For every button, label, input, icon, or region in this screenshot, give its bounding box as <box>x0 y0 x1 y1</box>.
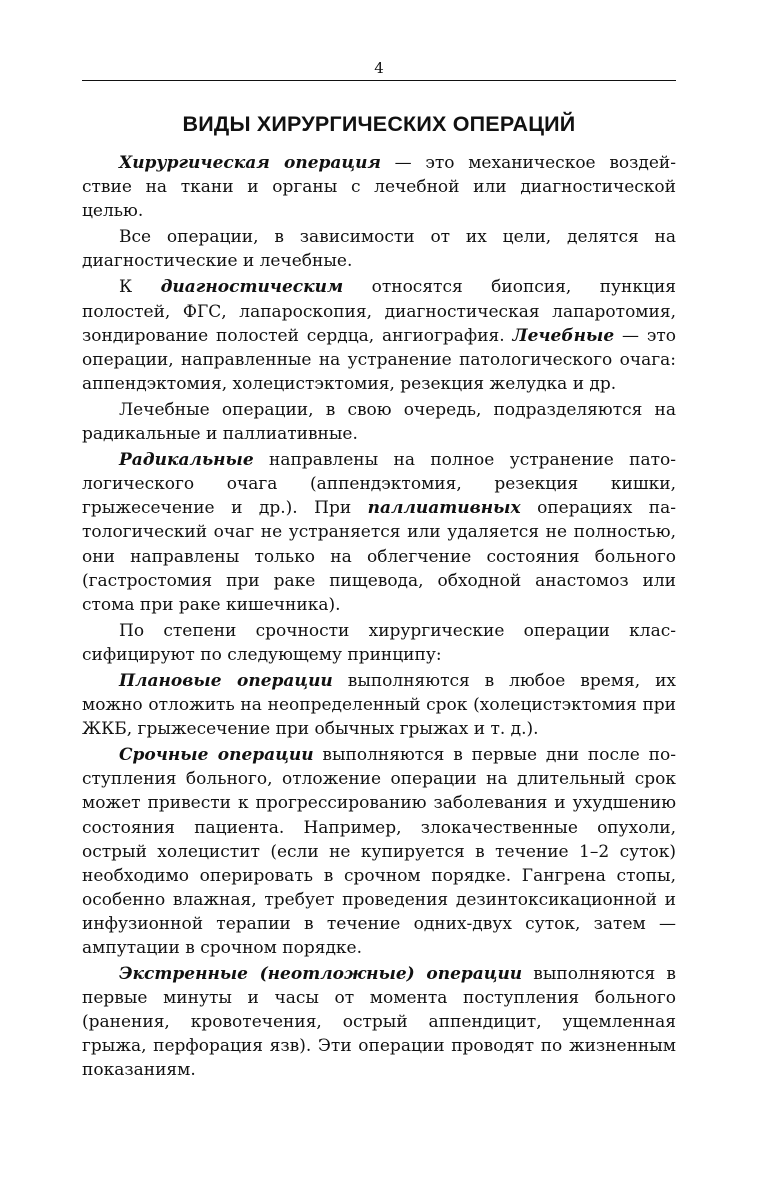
term-diagnostic: диагностическим <box>160 277 344 298</box>
paragraph-text: выполняются в первые дни после поступления больного, отложение операции на длительный срок может привести к прогрессированию заболевания и ухудшению состояния пациента. Например, злокачественные опухоли, острый холецистит (если не купируется в течение 1–2 суток) необходимо оперировать в срочном порядке. Гангрена стопы, особенно влажная, требует проведения дезинтоксикационной и инфузионной терапии в течение одних-двух суток, затем — ампутации в срочном порядке. <box>82 745 676 958</box>
paragraph-text: выполняются в первые минуты и часы от момента поступления больного (ранения, кровотечения, острый аппендицит, ущемленная грыжа, перфорация язв). Эти операции проводят по жизненным показаниям. <box>82 964 676 1081</box>
paragraph-definition <box>82 151 676 223</box>
paragraph-lead: К <box>119 277 161 298</box>
paragraph-text-continued: — это операции, направленные на устранение патологического очага: аппендэктомия, холецистэктомия, резекция желудка и др. <box>82 325 677 394</box>
paragraph-text: направлены на полное устранение патологического очага (аппендэктомия, резекция кишки, грыжесечение и др.). При <box>82 450 676 519</box>
paragraph-text: Лечебные операции, в свою очередь, подразделяются на радикальные и паллиативные. <box>82 399 676 445</box>
term-emergency: Экстренные (неотложные) операции <box>119 964 523 985</box>
paragraph-text: относятся биопсия, пункция полостей, ФГС, лапароскопия, диагностическая лапаротомия, зондирование полостей сердца, ангиография. <box>82 277 676 346</box>
paragraph-emergency <box>82 962 676 1082</box>
paragraph-subdivision <box>82 398 676 446</box>
paragraph-text: По степени срочности хирургические операции классифицируют по следующему принципу: <box>82 620 676 665</box>
term-therapeutic: Лечебные <box>512 325 615 346</box>
paragraph-radical <box>82 448 676 617</box>
paragraph-text-continued: операциях патологический очаг не устраняется или удаляется не полностью, они направлены только на облегчение состояния больного (гастростомия при раке пищевода, обходной анастомоз или стома при раке кишечника). <box>82 498 676 615</box>
paragraph-text: — это механическое воздействие на ткани и органы с лечебной или диагностической целью. <box>82 153 677 222</box>
term-urgent: Срочные операции <box>119 745 314 766</box>
paragraph-diagnostic <box>82 275 676 395</box>
term-surgical-operation: Хирургическая операция <box>119 153 381 173</box>
paragraph-classification <box>82 225 676 273</box>
term-radical: Радикальные <box>119 450 254 471</box>
paragraph-text: Все операции, в зависимости от их цели, делятся на диагностические и лечебные. <box>82 227 676 272</box>
term-planned: Плановые операции <box>119 670 333 691</box>
term-palliative: паллиативных <box>367 498 521 519</box>
document-page <box>82 58 676 1085</box>
header-rule <box>82 80 676 81</box>
paragraph-urgency <box>82 619 676 667</box>
paragraph-urgent <box>82 743 676 960</box>
page-number: 4 <box>374 59 384 77</box>
paragraph-planned <box>82 669 676 741</box>
paragraph-text: выполняются в любое время, их можно отложить на неопределенный срок (холецистэктомия при ЖКБ, грыжесечение при обычных грыжах и т. д.). <box>82 670 676 740</box>
page-title: ВИДЫ ХИРУРГИЧЕСКИХ ОПЕРАЦИЙ <box>182 112 576 136</box>
